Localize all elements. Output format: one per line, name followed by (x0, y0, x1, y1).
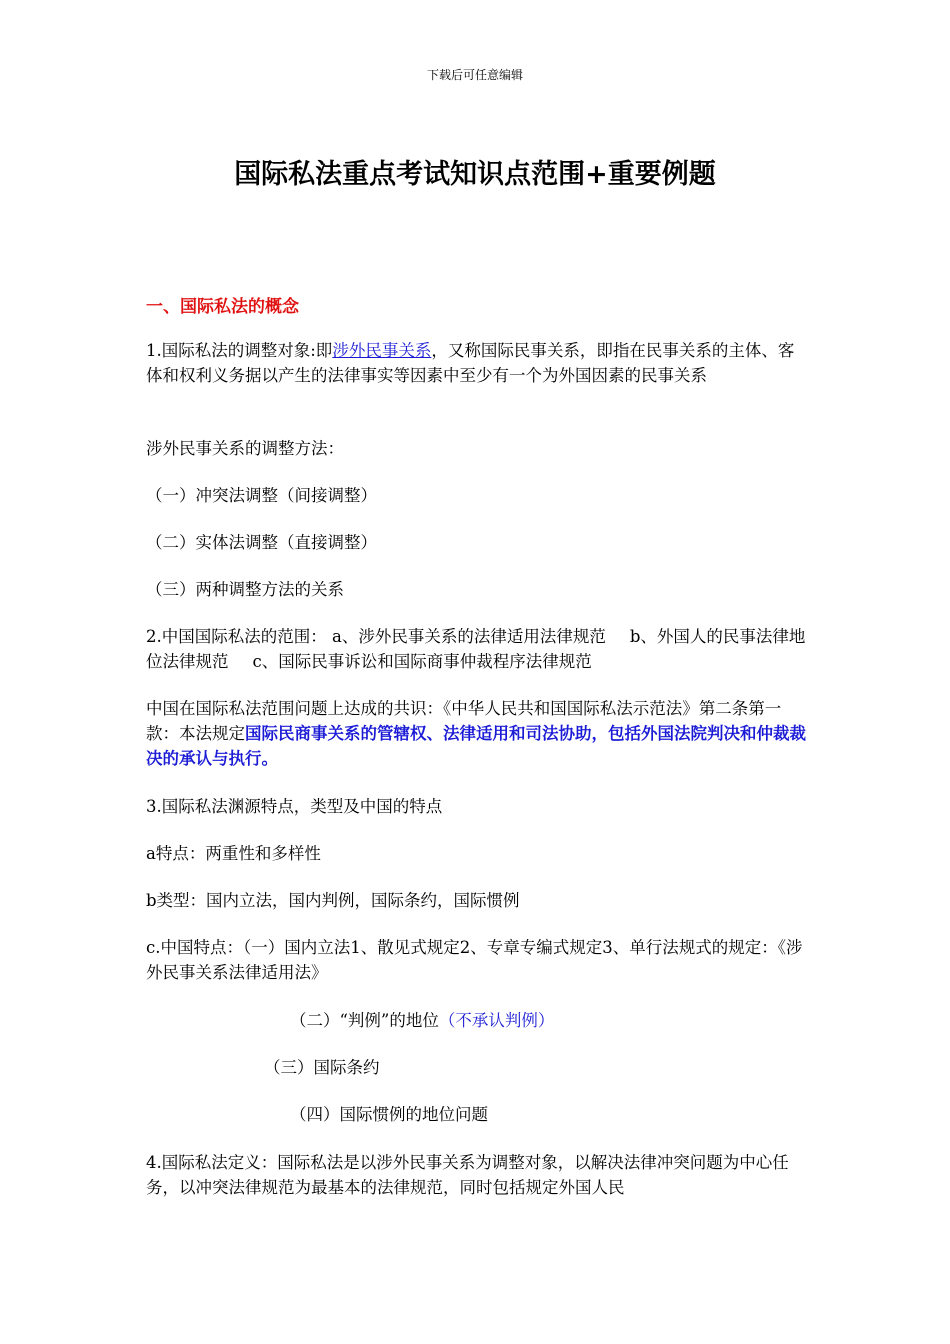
paragraph-china-features: c.中国特点：（一）国内立法1、散见式规定2、专章专编式规定3、单行法规式的规定：《涉外民事关系法律适用法》 (146, 938, 803, 982)
paragraph-custom: （四）国际惯例的地位问题 (290, 1105, 488, 1124)
case-law-highlight: （不承认判例） (438, 1011, 555, 1030)
paragraph-sources: 3.国际私法渊源特点，类型及中国的特点 (146, 797, 443, 816)
paragraph-types: b类型：国内立法，国内判例，国际条约，国际惯例 (146, 891, 520, 910)
paragraph-consensus (146, 696, 806, 771)
paragraph-adjustment-methods: 涉外民事关系的调整方法： (146, 439, 344, 458)
consensus-prefix: 中国在国际私法范围问题上达成的共识：《中华人民共和国国际私法示范法》第二条第一款：本法规定 (146, 699, 782, 743)
case-law-prefix: （二）“判例”的地位 (290, 1011, 439, 1030)
list-item-relationship: （三）两种调整方法的关系 (146, 580, 344, 599)
section-heading: 一、国际私法的概念 (146, 297, 299, 317)
paragraph-rest: ，又称国际民事关系，即指在民事关系的主体、客体和权利义务据以产生的法律事实等因素中至少有一个为外国因素的民事关系 (146, 341, 795, 385)
document-title: 国际私法重点考试知识点范围+重要例题 (234, 159, 716, 190)
consensus-highlight: 国际民商事关系的管辖权、法律适用和司法协助，包括外国法院判决和仲裁裁决的承认与执行。 (146, 724, 806, 768)
paragraph-treaties: （三）国际条约 (264, 1058, 380, 1077)
header-note: 下载后可任意编辑 (426, 68, 523, 82)
paragraph-prefix: 1.国际私法的调整对象:即 (146, 341, 333, 360)
paragraph-features: a特点：两重性和多样性 (146, 844, 321, 863)
list-item-conflict-law: （一）冲突法调整（间接调整） (146, 486, 377, 505)
scope-b: b、外国人的民事法律地位法律规范 (146, 627, 806, 671)
foreign-civil-relations-link[interactable]: 涉外民事关系 (332, 341, 432, 360)
paragraph-scope (146, 624, 806, 674)
list-item-substantive-law: （二）实体法调整（直接调整） (146, 533, 377, 552)
scope-c: c、国际民事诉讼和国际商事仲裁程序法律规范 (252, 652, 592, 671)
scope-a: 2.中国国际私法的范围： a、涉外民事关系的法律适用法律规范 (146, 627, 606, 646)
paragraph-case-law (290, 1008, 790, 1033)
paragraph-adjustment-object (146, 338, 806, 388)
paragraph-definition: 4.国际私法定义：国际私法是以涉外民事关系为调整对象，以解决法律冲突问题为中心任务，以冲突法律规范为最基本的法律规范，同时包括规定外国人民 (146, 1153, 789, 1197)
